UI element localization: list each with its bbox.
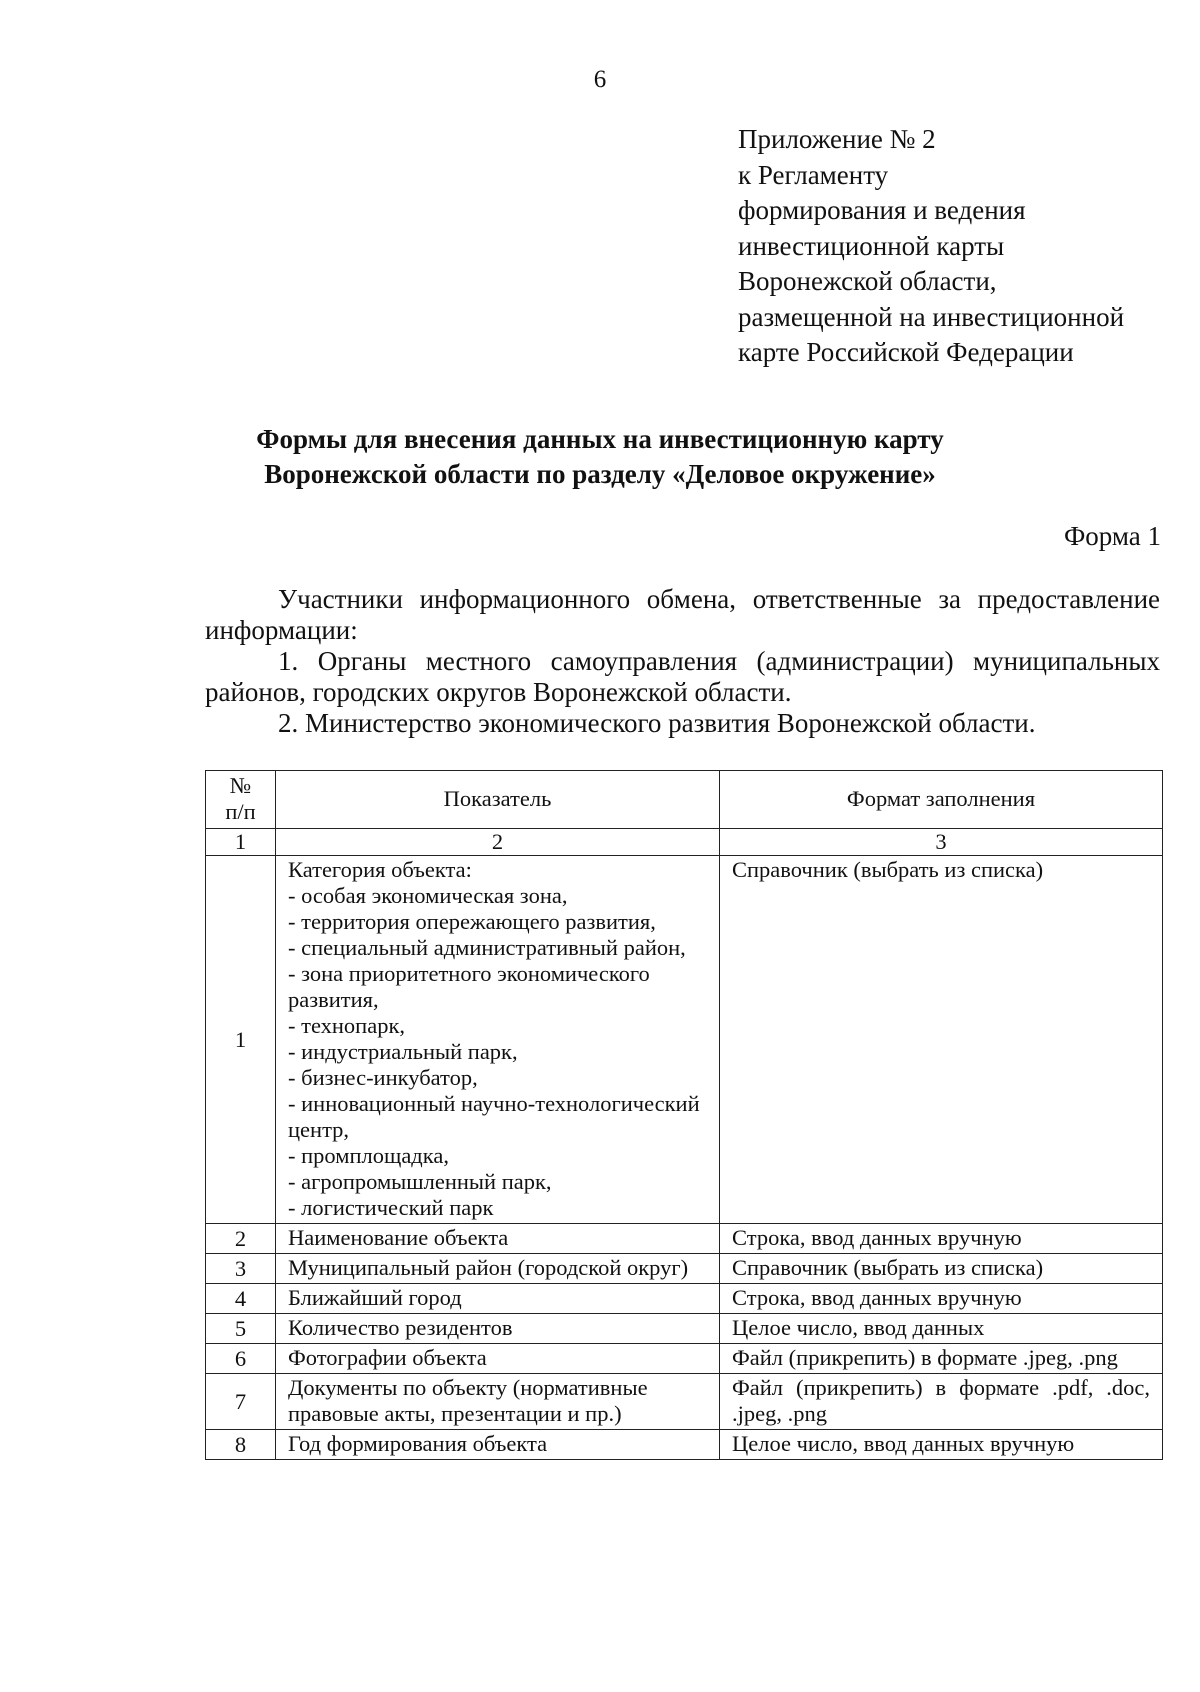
row-indicator: Год формирования объекта: [276, 1430, 720, 1460]
title-line-2: Воронежской области по разделу «Деловое окружение»: [264, 459, 936, 489]
category-line: - зона приоритетного экономического развития,: [288, 961, 650, 1012]
row-number: 6: [206, 1344, 276, 1374]
row-format: Файл (прикрепить) в формате .jpeg, .png: [720, 1344, 1163, 1374]
header-number: № п/п: [206, 771, 276, 829]
category-line: Категория объекта:: [288, 857, 472, 882]
row-format: Справочник (выбрать из списка): [720, 1254, 1163, 1284]
row-indicator: Ближайший город: [276, 1284, 720, 1314]
form-table: [205, 770, 1163, 1460]
row-number: 7: [206, 1374, 276, 1430]
row-format: Справочник (выбрать из списка): [720, 856, 1163, 1224]
form-label: Форма 1: [1063, 521, 1161, 551]
appendix-line: размещенной на инвестиционной: [738, 301, 1125, 332]
row-number: 3: [206, 1254, 276, 1284]
row-format: Строка, ввод данных вручную: [720, 1224, 1163, 1254]
page-number: 6: [593, 66, 607, 93]
category-line: - технопарк,: [288, 1013, 406, 1038]
appendix-block: [738, 122, 1178, 371]
intro-text: [205, 584, 1160, 739]
table-row: [206, 1314, 1163, 1344]
row-indicator: Наименование объекта: [276, 1224, 720, 1254]
row-number: 5: [206, 1314, 276, 1344]
appendix-line: карте Российской Федерации: [738, 337, 1074, 367]
title-line-1: Формы для внесения данных на инвестиционную карту: [256, 424, 944, 454]
intro-paragraph-item-1: 1. Органы местного самоуправления (администрации) муниципальных районов, городских округов Воронежской области.: [205, 646, 1160, 707]
category-line: - агропромышленный парк,: [288, 1169, 552, 1194]
table-row: [206, 1344, 1163, 1374]
category-line: - логистический парк: [288, 1195, 494, 1220]
row-number: 4: [206, 1284, 276, 1314]
row-format: Файл (прикрепить) в формате .pdf, .doc, .jpeg, .png: [720, 1374, 1163, 1430]
appendix-line: Приложение № 2: [738, 124, 936, 154]
row-number: 1: [206, 856, 276, 1224]
category-line: - территория опережающего развития,: [288, 909, 656, 934]
table-header-row: [206, 771, 1163, 829]
column-number: 2: [276, 829, 720, 856]
row-indicator: Фотографии объекта: [276, 1344, 720, 1374]
header-indicator: Показатель: [276, 771, 720, 829]
column-number: 1: [206, 829, 276, 856]
appendix-line: инвестиционной карты: [738, 230, 1005, 261]
row-indicator: Количество резидентов: [276, 1314, 720, 1344]
category-line: - инновационный научно-технологический центр,: [288, 1091, 700, 1142]
row-indicator: [276, 856, 720, 1224]
table-row: [206, 1224, 1163, 1254]
intro-paragraph-participants: Участники информационного обмена, ответственные за предоставление информации:: [205, 584, 1160, 645]
category-line: - специальный административный район,: [288, 935, 686, 960]
row-format: Целое число, ввод данных вручную: [720, 1430, 1163, 1460]
category-line: - особая экономическая зона,: [288, 883, 568, 908]
row-indicator: Документы по объекту (нормативные правовые акты, презентации и пр.): [276, 1374, 720, 1430]
row-format: Целое число, ввод данных: [720, 1314, 1163, 1344]
table-row: [206, 1430, 1163, 1460]
category-line: - бизнес-инкубатор,: [288, 1065, 478, 1090]
category-line: - промплощадка,: [288, 1143, 449, 1168]
table-row: [206, 1284, 1163, 1314]
row-format: Строка, ввод данных вручную: [720, 1284, 1163, 1314]
row-number: 2: [206, 1224, 276, 1254]
appendix-line: формирования и ведения: [738, 195, 1026, 225]
intro-paragraph-item-2: 2. Министерство экономического развития Воронежской области.: [278, 708, 1036, 738]
table-row: [206, 856, 1163, 1224]
header-format: Формат заполнения: [720, 771, 1163, 829]
appendix-line: Воронежской области,: [738, 266, 997, 296]
table-row: [206, 1374, 1163, 1430]
column-number: 3: [720, 829, 1163, 856]
row-number: 8: [206, 1430, 276, 1460]
category-line: - индустриальный парк,: [288, 1039, 518, 1064]
appendix-line: к Регламенту: [738, 159, 889, 190]
document-title: [100, 422, 1100, 492]
row-indicator: Муниципальный район (городской округ): [276, 1254, 720, 1284]
table-row: [206, 1254, 1163, 1284]
column-numbers-row: [206, 829, 1163, 856]
